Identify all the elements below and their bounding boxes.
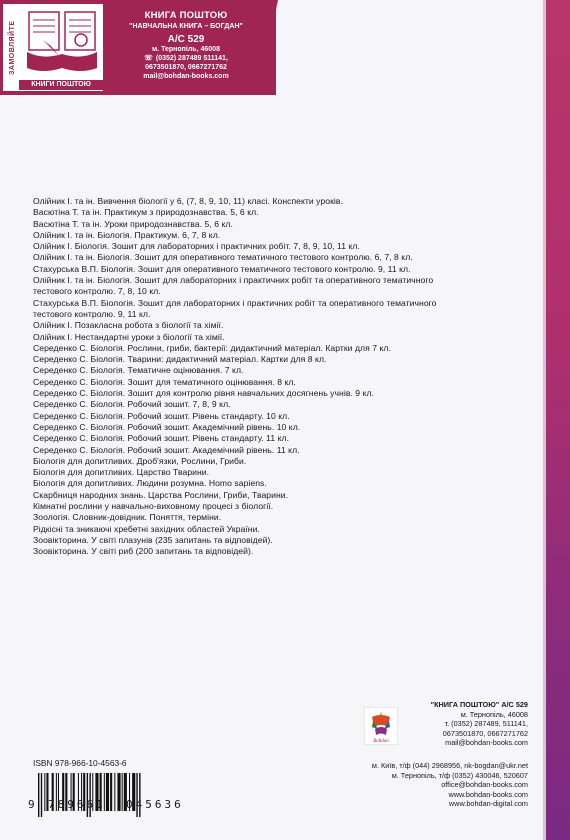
- book-item: Середенко С. Біологія. Тварини: дидактичний матеріал. Картки для 8 кл.: [33, 354, 327, 365]
- header-phones-line1: (0352) 287489 511141,: [155, 55, 228, 62]
- header-contact-block: [108, 10, 264, 81]
- mail-order-contact: [408, 700, 528, 748]
- book-item: Біологія для допитливих. Людини розумна. Homo sapiens.: [33, 478, 267, 489]
- logo-label: КНИГИ ПОШТОЮ: [19, 80, 103, 90]
- book-item: Олійник І. та ін. Біологія. Практикум. 6, 7, 8 кл.: [33, 229, 221, 240]
- open-book-icon: [23, 10, 101, 76]
- header-email: mail@bohdan-books.com: [143, 73, 229, 80]
- book-item: Олійник І. та ін. Вивчення біології у 6, (7, 8, 9, 10, 11) класі. Конспекти уроків.: [33, 196, 343, 206]
- book-item: Зоовікторина. У світі плазунів (235 запитань та відповідей).: [33, 534, 273, 545]
- spine: [546, 0, 570, 840]
- book-item: Біологія для допитливих. Дроб'язки, Рослини, Гриби.: [33, 455, 247, 466]
- barcode-guard-bar: [38, 773, 39, 817]
- book-item: Олійник І. Біологія. Зошит для лабораторних і практичних робіт. 7, 8, 9, 10, 11 кл.: [33, 241, 360, 252]
- book-item: Середенко С. Біологія. Тематичне оцінювання. 7 кл.: [33, 365, 244, 376]
- contact-office-email: office@bohdan-books.com: [441, 780, 528, 790]
- contact-kyiv: м. Київ, т/ф (044) 2968956, nk-bogdan@ukr.net: [371, 761, 528, 770]
- book-item: Стахурська В.П. Біологія. Зошит для оперативного тематичного тестового контролю. 9, 11 кл.: [33, 263, 411, 274]
- barcode-first-digit: 9: [28, 798, 35, 811]
- barcode-bar: [106, 773, 109, 811]
- book-item: Кімнатні рослини у навчально-виховному процесі з біології.: [33, 501, 274, 512]
- barcode-bar: [117, 773, 120, 811]
- book-item: тестового контролю. 7, 8, 10 кл.: [33, 286, 161, 297]
- office-contact: [364, 761, 528, 809]
- book-item: Олійник І. та ін. Біологія. Зошит для оперативного тематичного тестового контролю. 6, 7, 8 кл.: [33, 252, 413, 263]
- book-item: Середенко С. Біологія. Зошит для контролю рівня навчальних досягнень учнів. 9 кл.: [33, 388, 374, 399]
- header-title: КНИГА ПОШТОЮ: [144, 10, 228, 21]
- header-subtitle: "НАВЧАЛЬНА КНИГА – БОГДАН": [129, 23, 243, 30]
- book-item: Олійник І. Позакласна робота з біології та хімії.: [33, 320, 224, 331]
- book-logo: [3, 4, 103, 91]
- contact-ternopil: м. Тернопіль, т/ф (0352) 430046, 520607: [391, 770, 528, 780]
- barcode-bar: [114, 773, 115, 811]
- book-list: [33, 196, 513, 558]
- header-phones-line2: 0673501870, 0667271762: [145, 64, 227, 71]
- book-item: Середенко С. Біологія. Робочий зошит. 7, 8, 9 кл.: [33, 399, 231, 410]
- book-item: Стахурська В.П. Біологія. Зошит для лабораторних і практичних робіт та оперативного тематичного: [33, 297, 437, 308]
- book-item: Зоологія. Словник-довідник. Поняття, терміни.: [33, 512, 222, 523]
- header-banner: [0, 0, 276, 95]
- barcode-bar: [122, 773, 123, 811]
- book-item: Олійник І. Нестандартні уроки з біології та хімії.: [33, 331, 225, 342]
- contact-phones1: т. (0352) 287489, 511141,: [444, 719, 528, 729]
- phone-icon: ☏: [144, 55, 153, 62]
- book-item: Олійник І. та ін. Біологія. Зошит для лабораторних і практичних робіт та оперативного тематичного: [33, 275, 434, 286]
- book-item: Середенко С. Біологія. Робочий зошит. Академічний рівень. 11 кл.: [33, 444, 300, 455]
- book-item: Середенко С. Біологія. Робочий зошит. Академічний рівень. 10 кл.: [33, 421, 301, 432]
- barcode-bar: [44, 773, 45, 811]
- barcode-left-digits: 789661: [48, 798, 106, 811]
- contact-phones2: 0673501870, 0667271762: [442, 728, 528, 738]
- book-item: Середенко С. Біологія. Робочий зошит. Рівень стандарту. 10 кл.: [33, 410, 290, 421]
- contact-site1: www.bohdan-books.com: [448, 789, 528, 799]
- barcode-right-digits: 045636: [126, 798, 184, 811]
- emblem-text: Bohdan: [373, 739, 389, 744]
- book-item: Зоовікторина. У світі риб (200 запитань та відповідей).: [33, 546, 254, 557]
- book-item: Біологія для допитливих. Царство Тварини.: [33, 467, 210, 478]
- banner-fold: [268, 0, 278, 48]
- contact-city: м. Тернопіль, 46008: [460, 709, 528, 719]
- book-item: Васютіна Т. та ін. Уроки природознавства. 5, 6 кл.: [33, 218, 233, 229]
- barcode-guard-bar: [41, 773, 42, 817]
- contact-email: mail@bohdan-books.com: [445, 738, 528, 748]
- book-item: Середенко С. Біологія. Зошит для тематичного оцінювання. 8 кл.: [33, 376, 296, 387]
- header-phones-row: [108, 54, 264, 63]
- isbn-text: ISBN 978-966-10-4563-6: [33, 758, 127, 768]
- book-item: Середенко С. Біологія. Робочий зошит. Рівень стандарту. 11 кл.: [33, 433, 290, 444]
- header-city: м. Тернопіль, 46008: [152, 46, 220, 53]
- logo-side-text: ЗАМОВЛЯЙТЕ: [9, 20, 16, 76]
- book-item: Скарбниця народних знань. Царства Рослини, Гриби, Тварини.: [33, 489, 289, 500]
- book-item: Васютіна Т. та ін. Практикум з природознавства. 5, 6 кл.: [33, 207, 259, 218]
- barcode: [28, 771, 204, 823]
- contact-site2: www.bohdan-digital.com: [448, 799, 528, 809]
- book-item: Рідкісні та зникаючі хребетні західних областей України.: [33, 523, 260, 534]
- publisher-emblem-icon: [364, 707, 398, 745]
- book-item: тестового контролю. 9, 11 кл.: [33, 308, 151, 319]
- contact-title: "КНИГА ПОШТОЮ" А/С 529: [430, 700, 528, 709]
- barcode-bar: [110, 773, 112, 811]
- book-item: Середенко С. Біологія. Рослини, гриби, бактерії: дидактичний матеріал. Картки для 7 кл.: [33, 342, 391, 353]
- header-po-box: А/С 529: [167, 34, 205, 45]
